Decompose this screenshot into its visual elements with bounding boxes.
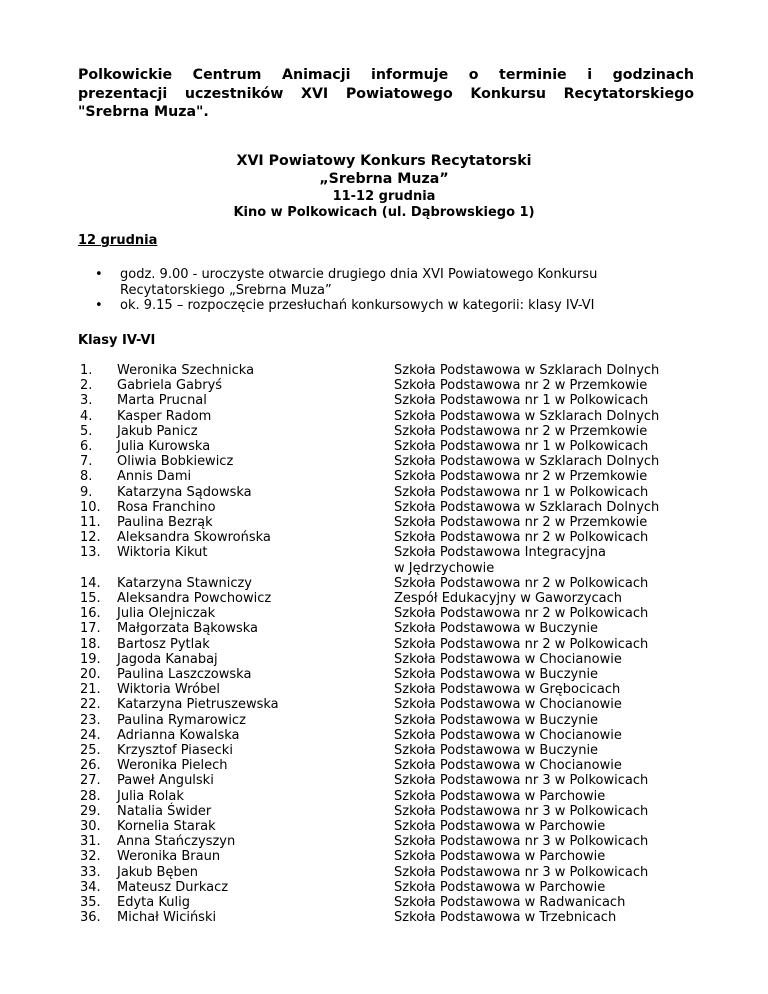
participant-name: Katarzyna Sądowska [117, 484, 252, 500]
participant-school: Szkoła Podstawowa nr 2 w Polkowicach [394, 575, 649, 591]
participant-number: 5. [80, 423, 93, 439]
participant-name: Annis Dami [117, 469, 192, 485]
participant-school: Szkoła Podstawowa w Buczynie [394, 712, 599, 728]
participant-name: Adrianna Kowalska [117, 727, 240, 743]
participant-number: 34. [80, 879, 101, 895]
participant-school: Zespół Edukacyjny w Gaworzycach [394, 591, 622, 606]
participant-name: Anna Stańczyszyn [117, 834, 236, 850]
participant-school: Szkoła Podstawowa w Buczynie [394, 667, 599, 682]
participant-number: 19. [80, 651, 101, 667]
contest-subtitle: „Srebrna Muza” [319, 171, 449, 187]
participant-name: Aleksandra Skowrońska [117, 530, 271, 546]
participant-school: Szkoła Podstawowa w Parchowie [394, 788, 606, 804]
participant-school: Szkoła Podstawowa w Szklarach Dolnych [394, 408, 660, 424]
participant-school: Szkoła Podstawowa w Parchowie [394, 879, 606, 895]
participant-name: Paulina Bezrąk [117, 515, 213, 530]
participant-school: Szkoła Podstawowa w Chocianowie [394, 758, 622, 774]
participant-number: 24. [80, 727, 101, 743]
participant-number: 16. [80, 606, 101, 622]
participant-school: Szkoła Podstawowa w Buczynie [394, 621, 599, 637]
participant-name: Julia Olejniczak [117, 606, 216, 622]
participant-school: Szkoła Podstawowa w Chocianowie [394, 697, 622, 713]
participant-number: 22. [80, 697, 101, 713]
participant-number: 1. [80, 363, 93, 378]
participant-name: Natalia Świder [117, 803, 212, 819]
participant-number: 25. [80, 743, 101, 758]
participant-name: Gabriela Gabryś [117, 378, 223, 394]
participant-number: 28. [80, 788, 101, 804]
participant-number: 32. [80, 849, 101, 865]
participant-school: Szkoła Podstawowa w Chocianowie [394, 651, 622, 667]
participant-number: 17. [80, 621, 101, 637]
participant-number: 9. [80, 484, 93, 500]
participant-school: Szkoła Podstawowa nr 2 w Przemkowie [394, 469, 648, 485]
participant-number: 30. [80, 819, 101, 834]
participant-number: 4. [80, 408, 93, 424]
participant-number: 29. [80, 803, 101, 819]
participant-school: Szkoła Podstawowa nr 3 w Polkowicach [394, 864, 649, 880]
participant-name: Jagoda Kanabaj [117, 651, 218, 667]
participant-school: Szkoła Podstawowa w Buczynie [394, 743, 599, 758]
participant-name: Jakub Panicz [117, 423, 198, 439]
bullet: • [95, 298, 103, 313]
participant-name: Oliwia Bobkiewicz [117, 454, 234, 470]
participant-name: Wiktoria Kikut [117, 545, 208, 561]
participant-name: Aleksandra Powchowicz [117, 591, 272, 606]
participant-school: Szkoła Podstawowa nr 1 w Polkowicach [394, 484, 649, 500]
bullet: • [95, 267, 103, 282]
participant-number: 15. [80, 591, 101, 606]
participant-number: 18. [80, 636, 101, 652]
participant-school: Szkoła Podstawowa nr 3 w Polkowicach [394, 834, 649, 850]
schedule-text: ok. 9.15 – rozpoczęcie przesłuchań konkursowych w kategorii: klasy IV-VI [120, 298, 595, 313]
participant-school: Szkoła Podstawowa nr 1 w Polkowicach [394, 393, 649, 409]
intro-paragraph [78, 66, 694, 122]
participant-number: 7. [80, 454, 93, 470]
contest-title: XVI Powiatowy Konkurs Recytatorski [236, 153, 532, 169]
participant-school: Szkoła Podstawowa nr 2 w Polkowicach [394, 636, 649, 652]
participant-school: Szkoła Podstawowa nr 2 w Przemkowie [394, 378, 648, 394]
participant-number: 10. [80, 499, 101, 515]
participant-school: Szkoła Podstawowa w Szklarach Dolnych [394, 454, 660, 470]
participant-school: Szkoła Podstawowa nr 2 w Przemkowie [394, 515, 648, 530]
intro-line: prezentacji uczestników XVI Powiatowego Konkursu Recytatorskiego [78, 85, 694, 102]
participant-name: Małgorzata Bąkowska [117, 621, 258, 637]
participant-number: 26. [80, 758, 101, 774]
participant-school: Szkoła Podstawowa w Grębocicach [394, 682, 621, 698]
intro-line: "Srebrna Muza". [78, 104, 209, 120]
participant-school: Szkoła Podstawowa Integracyjna [394, 545, 607, 561]
participant-school: Szkoła Podstawowa w Szklarach Dolnych [394, 499, 660, 515]
participant-name: Rosa Franchino [117, 499, 216, 515]
participant-name: Weronika Pielech [117, 758, 228, 774]
participant-number: 11. [80, 515, 101, 530]
schedule-text: godz. 9.00 - uroczyste otwarcie drugiego dnia XVI Powiatowego Konkursu [120, 267, 598, 282]
participant-school: Szkoła Podstawowa nr 2 w Przemkowie [394, 423, 648, 439]
participant-name: Katarzyna Pietruszewska [117, 697, 279, 713]
participant-number: 36. [80, 910, 101, 926]
category-heading: Klasy IV-VI [78, 333, 156, 348]
intro-line: Polkowickie Centrum Animacji informuje o terminie i godzinach [78, 67, 694, 83]
participant-name: Bartosz Pytlak [117, 636, 210, 652]
participant-name: Julia Kurowska [117, 439, 211, 454]
participant-name: Mateusz Durkacz [117, 879, 229, 895]
participant-number: 13. [80, 545, 101, 561]
contest-dates: 11-12 grudnia [332, 189, 436, 204]
participant-number: 20. [80, 667, 101, 682]
participant-name: Jakub Bęben [117, 864, 198, 880]
participant-name: Wiktoria Wróbel [117, 682, 220, 698]
participant-name: Weronika Braun [117, 849, 221, 865]
participant-number: 21. [80, 682, 101, 698]
participant-number: 14. [80, 575, 101, 591]
schedule-text: Recytatorskiego „Srebrna Muza” [120, 282, 332, 298]
participant-number: 8. [80, 469, 93, 485]
participant-number: 12. [80, 530, 101, 546]
participant-number: 2. [80, 378, 93, 394]
participant-name: Julia Rolak [117, 788, 184, 804]
participant-name: Krzysztof Piasecki [117, 743, 233, 758]
participant-number: 3. [80, 393, 93, 409]
participant-school: Szkoła Podstawowa nr 3 w Polkowicach [394, 803, 649, 819]
participant-number: 31. [80, 834, 101, 850]
participant-name: Edyta Kulig [117, 895, 190, 910]
participant-school: w Jędrzychowie [394, 560, 495, 576]
participant-school: Szkoła Podstawowa w Radwanicach [394, 895, 626, 910]
participant-name: Michał Wiciński [117, 910, 217, 926]
participant-number: 27. [80, 773, 101, 789]
participant-school: Szkoła Podstawowa nr 2 w Polkowicach [394, 606, 649, 622]
participant-school: Szkoła Podstawowa w Chocianowie [394, 727, 622, 743]
participant-school: Szkoła Podstawowa w Trzebnicach [394, 910, 617, 926]
participant-name: Paulina Laszczowska [117, 667, 252, 682]
participant-name: Weronika Szechnicka [117, 363, 255, 378]
participant-number: 33. [80, 864, 101, 880]
participant-name: Kasper Radom [117, 408, 212, 424]
day-heading: 12 grudnia [78, 233, 158, 248]
participant-number: 6. [80, 439, 93, 454]
participant-school: Szkoła Podstawowa w Szklarach Dolnych [394, 363, 660, 378]
participant-school: Szkoła Podstawowa w Parchowie [394, 849, 606, 865]
participant-name: Paulina Rymarowicz [117, 712, 246, 728]
participant-school: Szkoła Podstawowa nr 2 w Polkowicach [394, 530, 649, 546]
participant-name: Marta Prucnal [117, 393, 207, 409]
participant-name: Paweł Angulski [117, 773, 214, 789]
participant-number: 35. [80, 895, 101, 910]
participant-school: Szkoła Podstawowa nr 3 w Polkowicach [394, 773, 649, 789]
participant-name: Katarzyna Stawniczy [117, 575, 252, 591]
participant-school: Szkoła Podstawowa nr 1 w Polkowicach [394, 439, 649, 454]
participant-name: Kornelia Starak [117, 819, 216, 834]
contest-venue: Kino w Polkowicach (ul. Dąbrowskiego 1) [233, 205, 535, 220]
participant-number: 23. [80, 712, 101, 728]
participant-school: Szkoła Podstawowa w Parchowie [394, 819, 606, 834]
